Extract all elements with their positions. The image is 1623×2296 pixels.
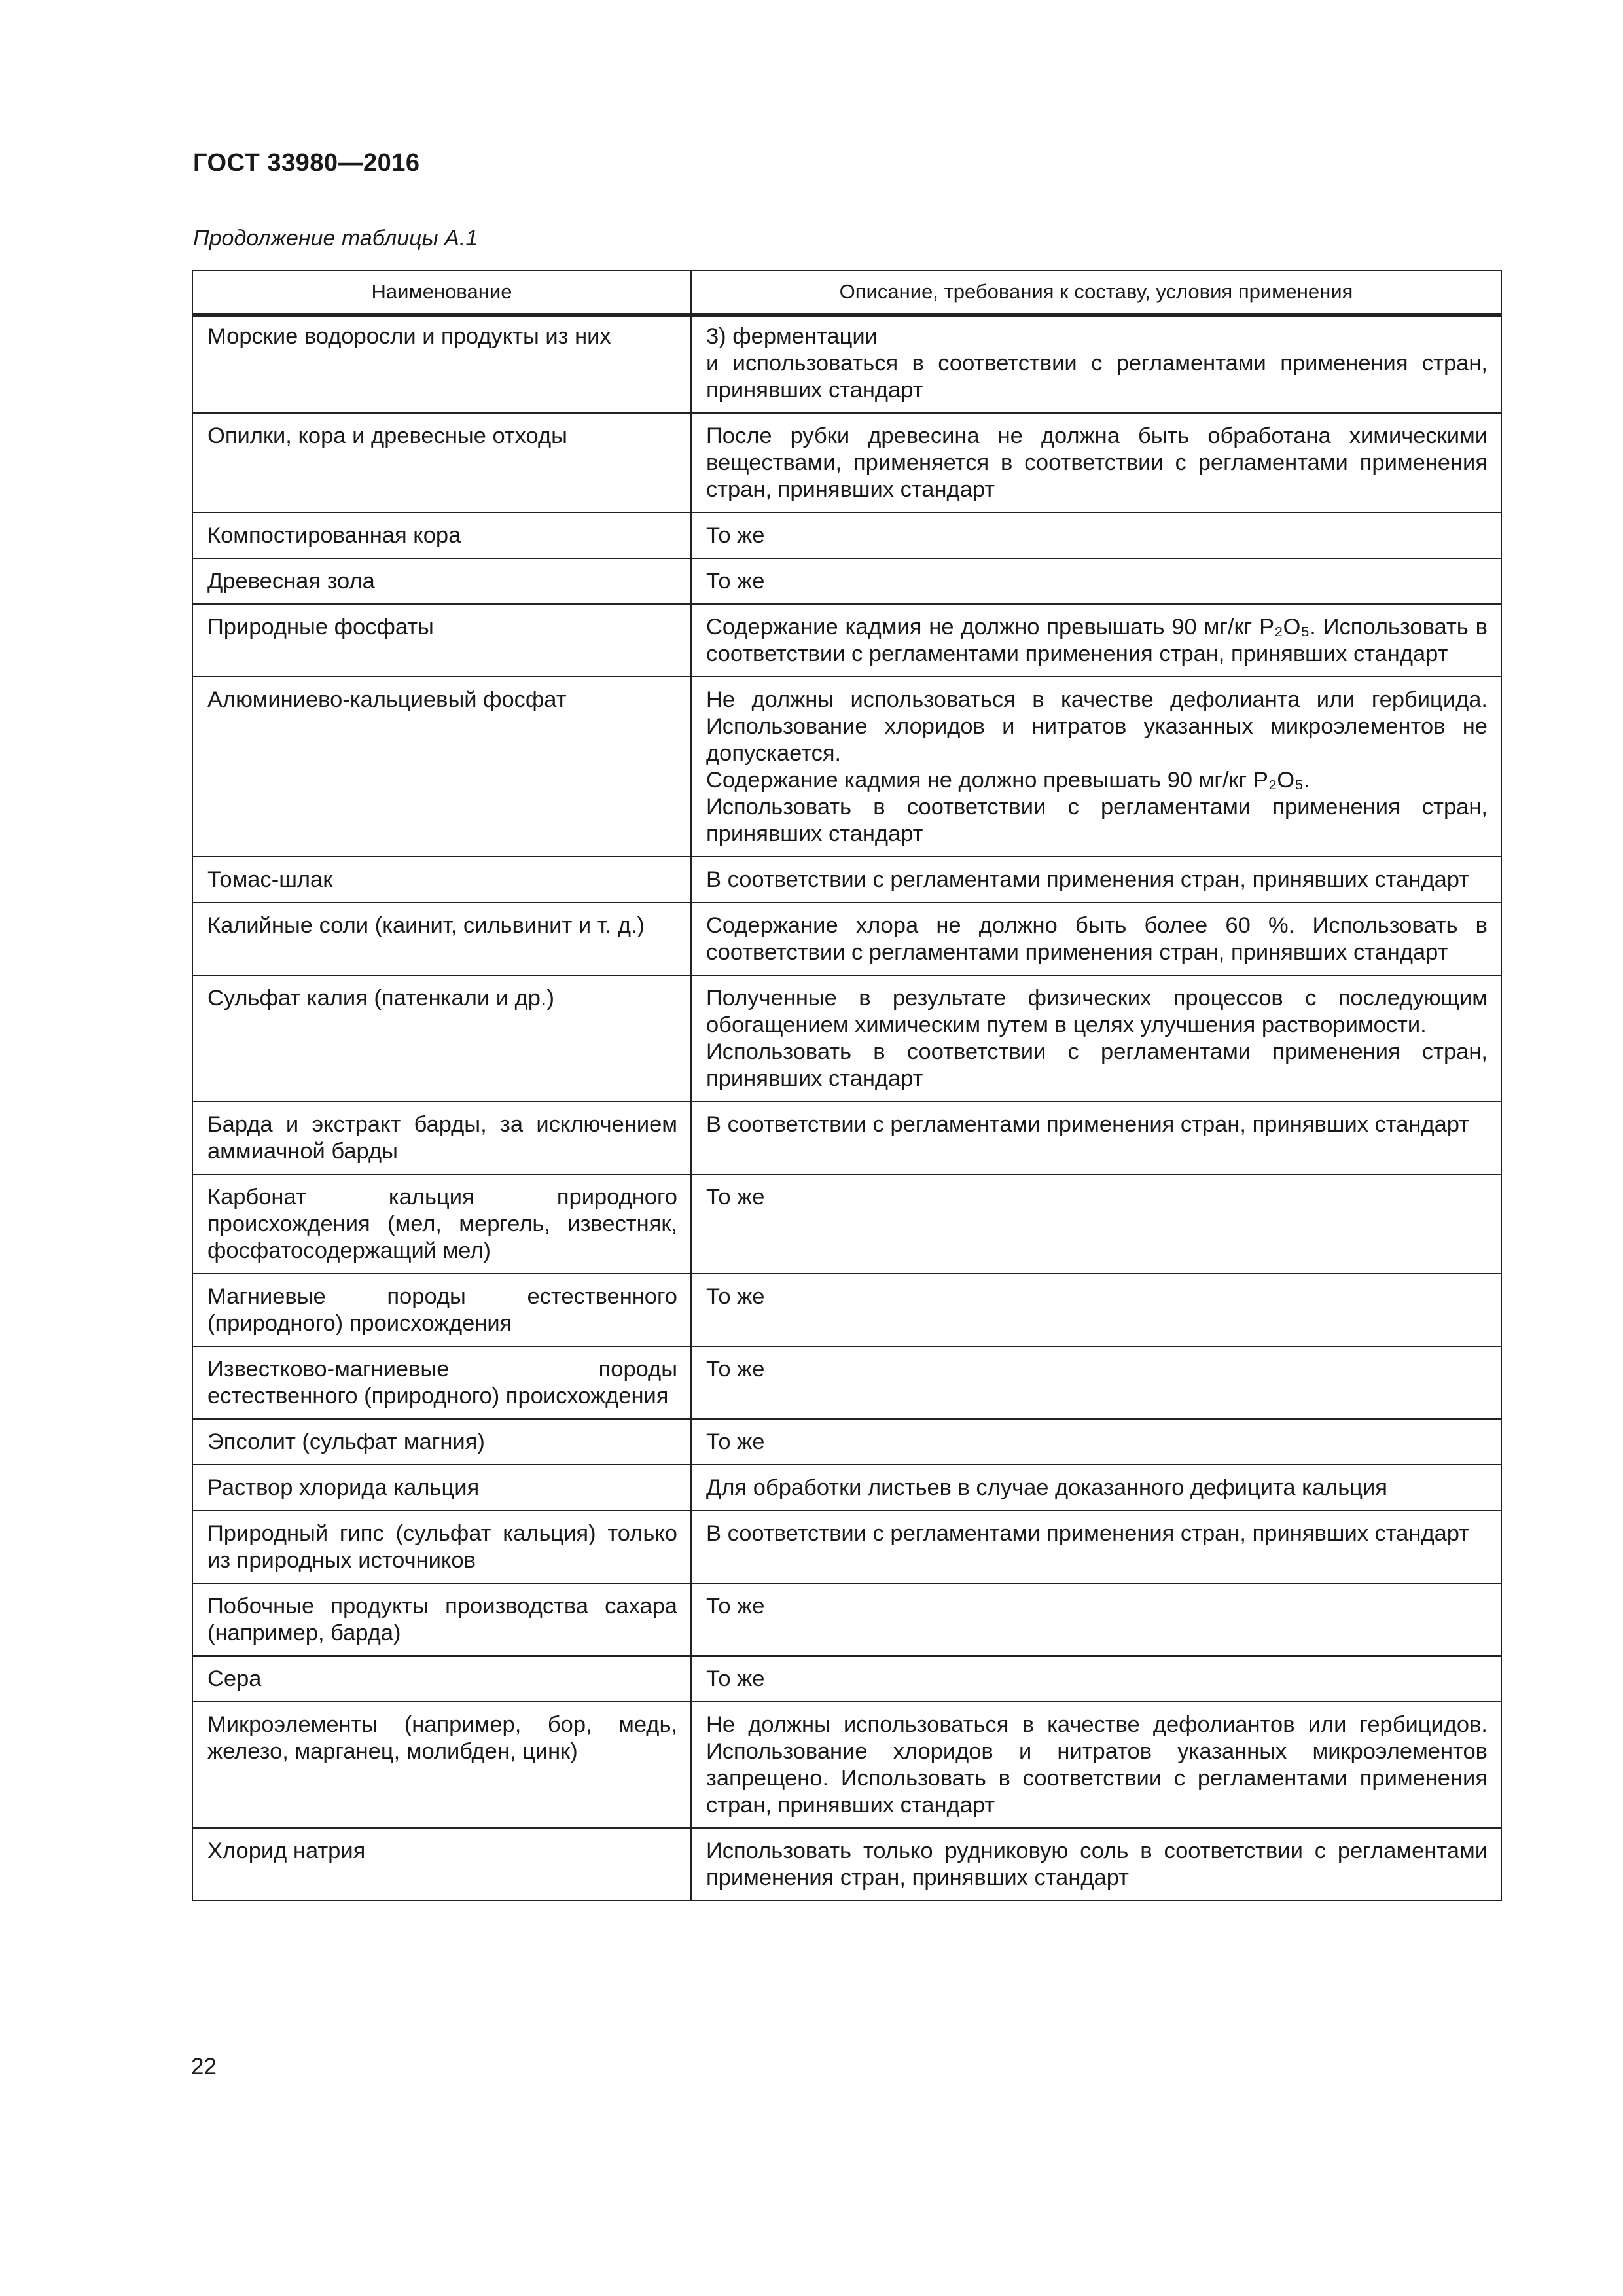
row-description-cell	[691, 1511, 1501, 1583]
row-name-cell: Сульфат калия (патенкали и др.)	[192, 975, 691, 1102]
table-row	[192, 1828, 1501, 1901]
row-description-cell	[691, 975, 1501, 1102]
description-line: В соответствии с регламентами применения стран, принявших стандарт	[706, 867, 1470, 892]
document-code: ГОСТ 33980—2016	[193, 149, 420, 177]
row-description-cell	[691, 903, 1501, 975]
row-description-cell	[691, 512, 1501, 558]
description-line: В соответствии с регламентами применения стран, принявших стандарт	[706, 1112, 1470, 1137]
description-line: Содержание кадмия не должно превышать 90 мг/кг P₂O₅.	[706, 768, 1310, 793]
description-line: Полученные в результате физических процессов с последующим обогащением химическим путем в целях улучшения растворимости.	[706, 986, 1488, 1037]
table-row	[192, 1702, 1501, 1828]
description-line: и использоваться в соответствии с регламентами применения стран, принявших стандарт	[706, 351, 1488, 403]
row-name-cell: Природные фосфаты	[192, 604, 691, 677]
row-description-cell	[691, 1828, 1501, 1901]
table-row	[192, 314, 1501, 413]
description-line: Не должны использоваться в качестве дефолиантов или гербицидов. Использование хлоридов и нитратов указанных микроэлементов запрещено. Использовать в соответствии с регламентами применения стран, принявших стандарт	[706, 1712, 1488, 1818]
table-row	[192, 604, 1501, 677]
table-row	[192, 413, 1501, 512]
row-name-cell: Микроэлементы (например, бор, медь, железо, марганец, молибден, цинк)	[192, 1702, 691, 1828]
row-name-cell: Древесная зола	[192, 558, 691, 604]
row-description-cell	[691, 1702, 1501, 1828]
table-body	[192, 314, 1501, 1901]
row-name-cell: Морские водоросли и продукты из них	[192, 314, 691, 413]
row-name-cell: Известково-магниевые породы естественного (природного) происхождения	[192, 1346, 691, 1419]
row-name-cell: Компостированная кора	[192, 512, 691, 558]
row-description-cell	[691, 1583, 1501, 1656]
row-description-cell	[691, 1656, 1501, 1702]
row-description-cell	[691, 1419, 1501, 1465]
row-description-cell	[691, 1465, 1501, 1511]
table-row	[192, 558, 1501, 604]
table-row	[192, 903, 1501, 975]
row-name-cell: Карбонат кальция природного происхождения (мел, мергель, известняк, фосфатосодержащий мел)	[192, 1174, 691, 1274]
description-line: Не должны использоваться в качестве дефолианта или гербицида. Использование хлоридов и нитратов указанных микроэлементов не допускается.	[706, 687, 1488, 766]
table-row	[192, 1583, 1501, 1656]
row-name-cell: Барда и экстракт барды, за исключением аммиачной барды	[192, 1102, 691, 1174]
description-line: То же	[706, 523, 765, 548]
row-name-cell: Магниевые породы естественного (природного) происхождения	[192, 1274, 691, 1346]
description-line: 3) ферментации	[706, 324, 878, 349]
description-line: Использовать в соответствии с регламентами применения стран, принявших стандарт	[706, 795, 1488, 846]
row-description-cell	[691, 1346, 1501, 1419]
column-header-description: Описание, требования к составу, условия применения	[691, 270, 1501, 314]
description-line: Содержание кадмия не должно превышать 90 мг/кг P₂O₅. Использовать в соответствии с регламентами применения стран, принявших стандарт	[706, 615, 1488, 666]
row-name-cell: Алюминиево-кальциевый фосфат	[192, 677, 691, 857]
row-description-cell	[691, 1102, 1501, 1174]
table-row	[192, 1656, 1501, 1702]
table-row	[192, 1465, 1501, 1511]
table-row	[192, 1102, 1501, 1174]
row-description-cell	[691, 604, 1501, 677]
page-number: 22	[191, 2054, 217, 2079]
row-description-cell	[691, 558, 1501, 604]
column-header-name: Наименование	[192, 270, 691, 314]
row-description-cell	[691, 413, 1501, 512]
table-row	[192, 1346, 1501, 1419]
description-line: Использовать в соответствии с регламентами применения стран, принявших стандарт	[706, 1039, 1488, 1091]
description-line: Содержание хлора не должно быть более 60 %. Использовать в соответствии с регламентами применения стран, принявших стандарт	[706, 913, 1488, 965]
row-description-cell	[691, 677, 1501, 857]
description-line: То же	[706, 1185, 765, 1210]
table-row	[192, 1511, 1501, 1583]
row-name-cell: Опилки, кора и древесные отходы	[192, 413, 691, 512]
table-row	[192, 512, 1501, 558]
row-name-cell: Побочные продукты производства сахара (например, барда)	[192, 1583, 691, 1656]
table-row	[192, 1274, 1501, 1346]
table-caption: Продолжение таблицы А.1	[193, 226, 478, 251]
row-name-cell: Природный гипс (сульфат кальция) только из природных источников	[192, 1511, 691, 1583]
table-row	[192, 677, 1501, 857]
row-name-cell: Раствор хлорида кальция	[192, 1465, 691, 1511]
requirements-table	[192, 270, 1502, 1901]
row-name-cell: Эпсолит (сульфат магния)	[192, 1419, 691, 1465]
description-line: Использовать только рудниковую соль в соответствии с регламентами применения стран, принявших стандарт	[706, 1839, 1488, 1890]
description-line: То же	[706, 569, 765, 594]
row-description-cell	[691, 857, 1501, 903]
row-name-cell: Калийные соли (каинит, сильвинит и т. д.)	[192, 903, 691, 975]
table-row	[192, 975, 1501, 1102]
description-line: В соответствии с регламентами применения стран, принявших стандарт	[706, 1521, 1470, 1546]
row-description-cell	[691, 1174, 1501, 1274]
table-row	[192, 1419, 1501, 1465]
row-name-cell: Хлорид натрия	[192, 1828, 691, 1901]
description-line: То же	[706, 1357, 765, 1382]
description-line: То же	[706, 1594, 765, 1619]
table-row	[192, 857, 1501, 903]
description-line: То же	[706, 1429, 765, 1454]
row-name-cell: Томас-шлак	[192, 857, 691, 903]
description-line: Для обработки листьев в случае доказанного дефицита кальция	[706, 1475, 1387, 1500]
row-name-cell: Сера	[192, 1656, 691, 1702]
description-line: То же	[706, 1666, 765, 1691]
description-line: После рубки древесина не должна быть обработана химическими веществами, применяется в соответствии с регламентами применения стран, принявших стандарт	[706, 423, 1488, 502]
description-line: То же	[706, 1284, 765, 1309]
row-description-cell	[691, 314, 1501, 413]
table-row	[192, 1174, 1501, 1274]
table-header-row	[192, 270, 1501, 314]
row-description-cell	[691, 1274, 1501, 1346]
